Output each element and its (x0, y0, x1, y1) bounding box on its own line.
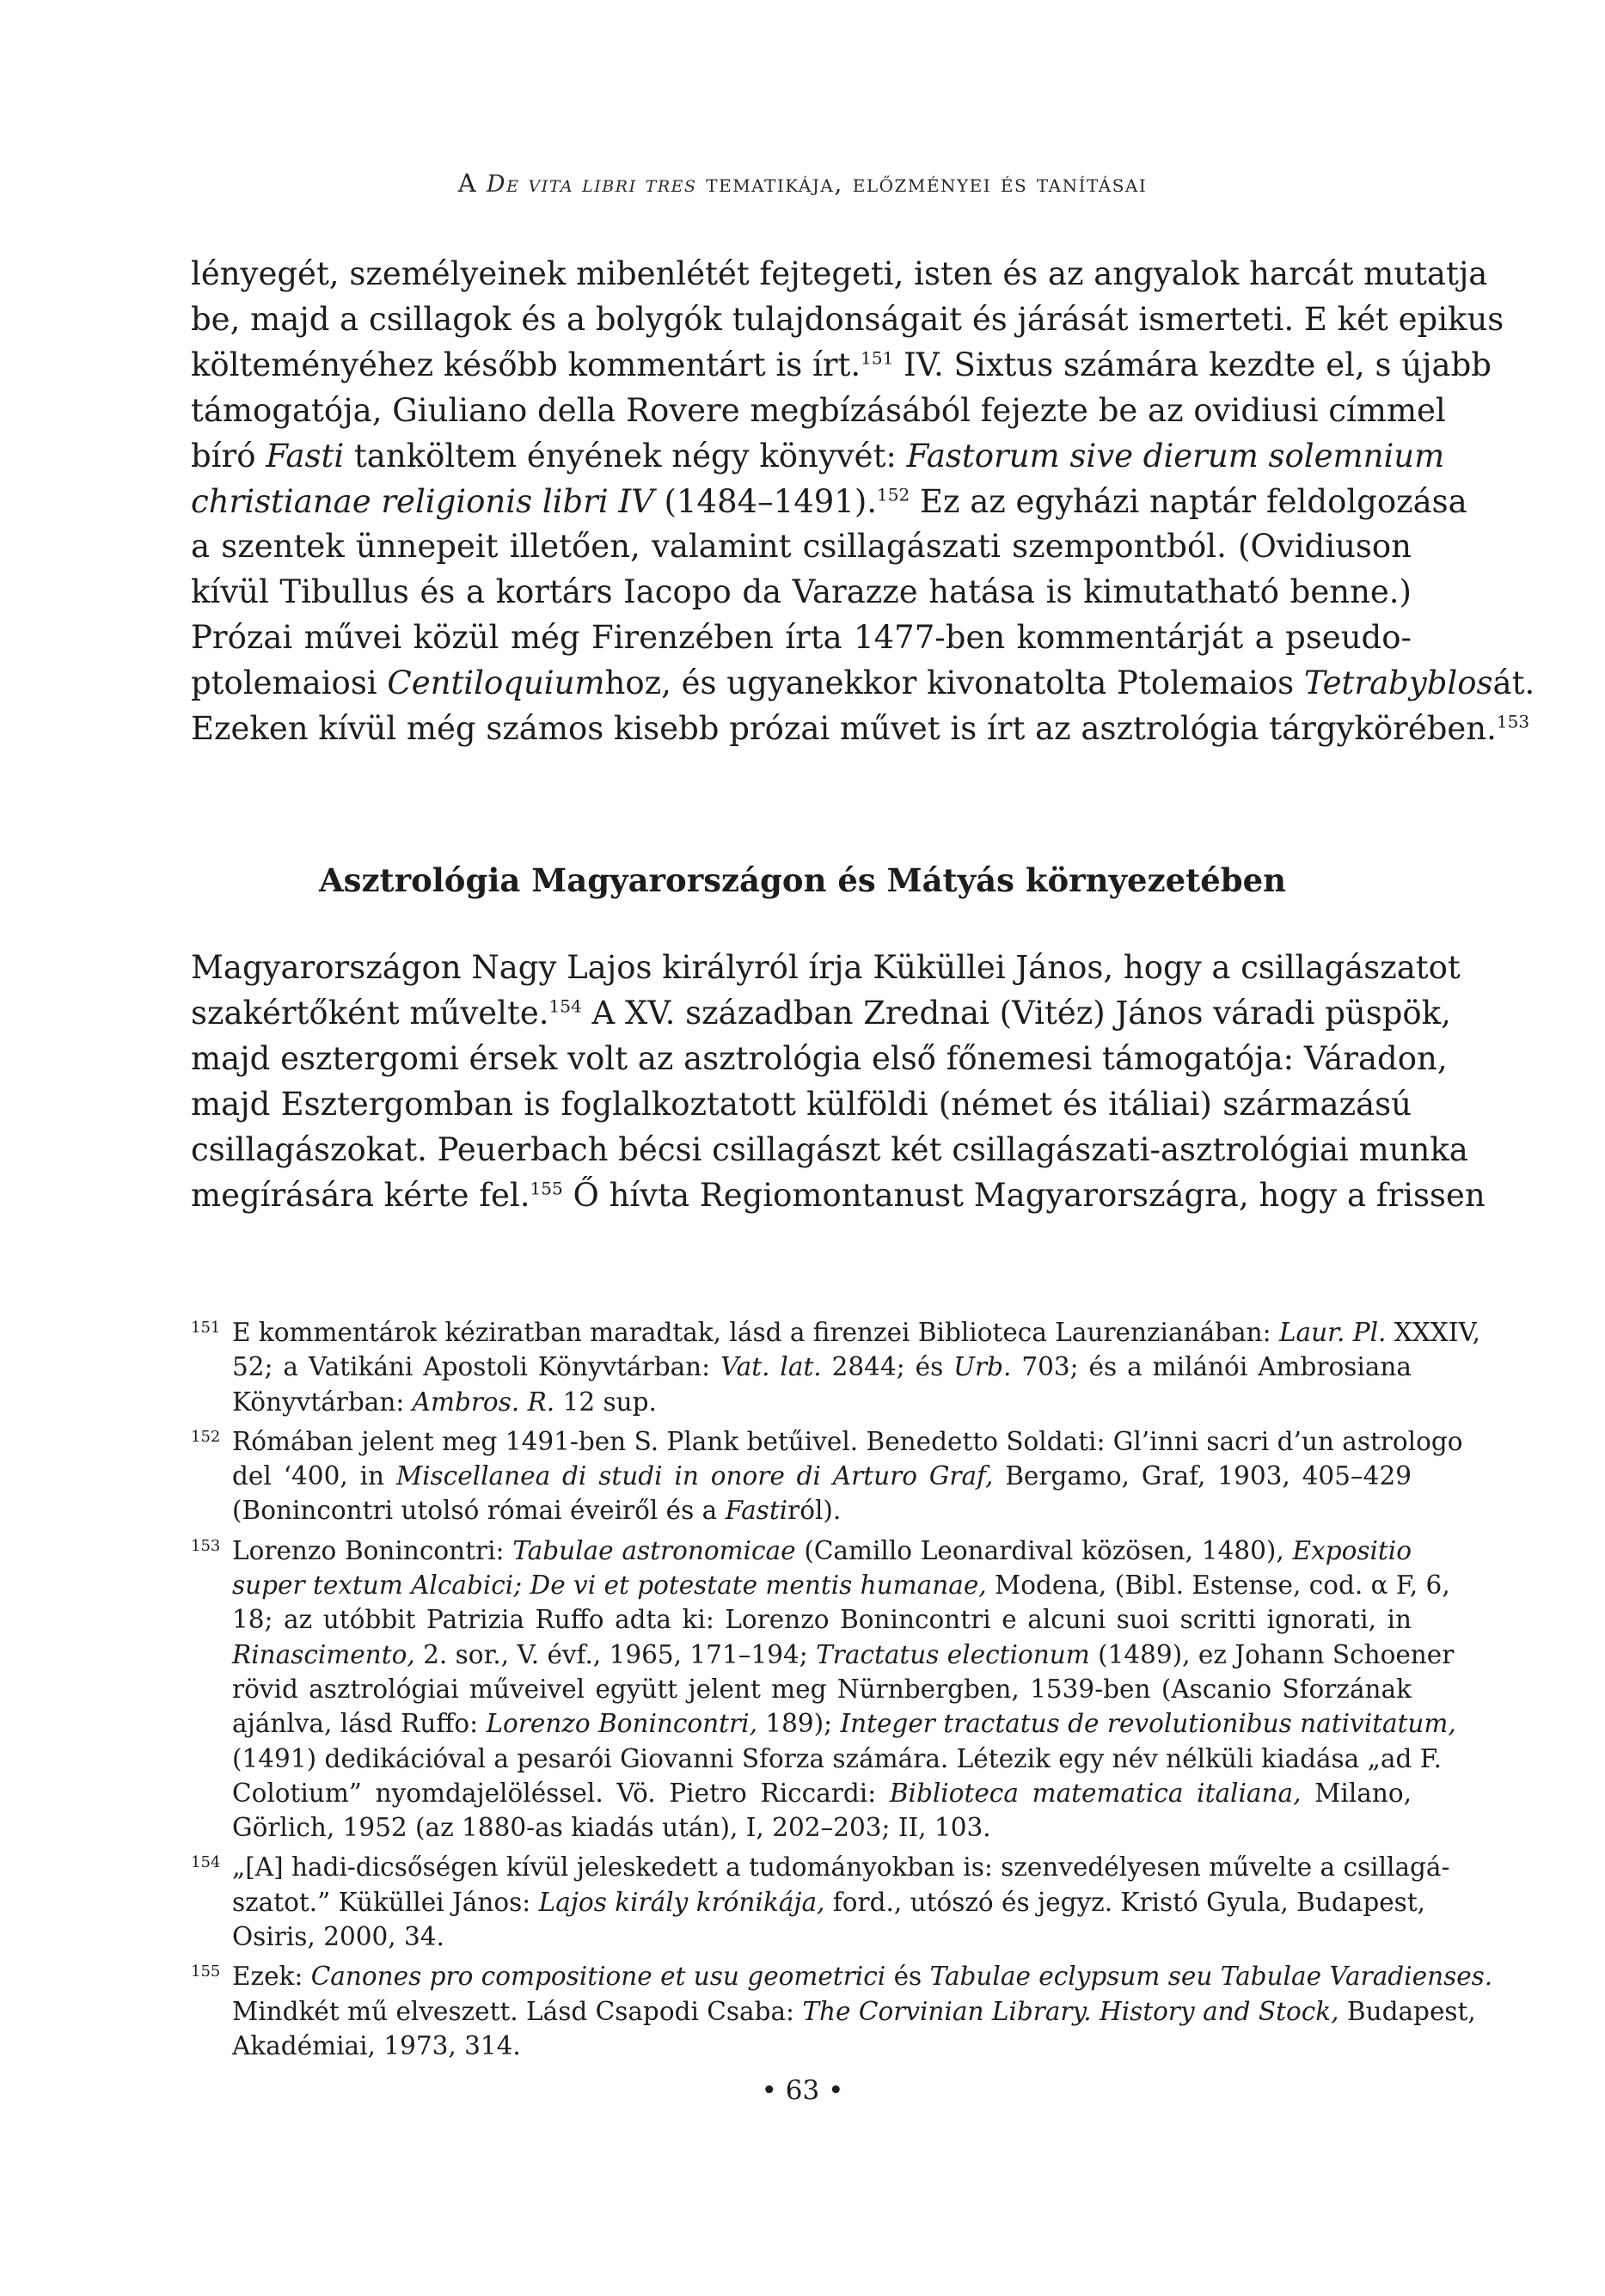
footnote-line: (1491) dedikációval a pesarói Giovanni Sforza számára. Létezik egy név nélküli kiadása „ad F. (232, 1743, 1443, 1773)
text-line: christianae religionis libri IV (1484–1491).$^{152}$ Ez az egyházi naptár feldolgozása (191, 482, 1467, 520)
body-paragraph (191, 946, 1486, 1218)
footnote-line: E kommentárok kéziratban maradtak, lásd a firenzei Biblioteca Laurenzianában: Laur. Pl. XXXIV, (232, 1318, 1480, 1347)
footnote-line: Mindkét mű elveszett. Lásd Csapodi Csaba: The Corvinian Library. History and Stock, Budapest, (232, 1996, 1476, 2026)
running-head-prefix: A (457, 168, 487, 198)
running-head-title: De vita libri tres (486, 171, 697, 198)
footnote-151 (191, 1315, 1480, 1419)
text-line: Prózai művei közül még Firenzében írta 1477-ben kommentárját a pseudo- (191, 619, 1412, 657)
footnote-number: 153 (191, 1536, 221, 1555)
text-line: Ezeken kívül még számos kisebb prózai művet is írt az asztrológia tárgykörében.$^{153}$ (191, 710, 1530, 748)
footnote-line: ajánlva, lásd Ruffo: Lorenzo Bonincontri, 189); Integer tractatus de revolutionibus nativitatum, (232, 1709, 1456, 1739)
footnote-ref[interactable]: 154 (548, 995, 582, 1017)
footnote-number: 154 (191, 1853, 221, 1872)
text-line: ptolemaiosi Centiloquiumhoz, és ugyanekkor kivonatolta Ptolemaios Tetrabyblosát. (191, 664, 1535, 702)
footnote-line: „[A] hadi-dicsőségen kívül jeleskedett a tudományokban is: szenvedélyesen művelte a csillagá- (232, 1852, 1450, 1883)
footnote-number: 155 (191, 1962, 221, 1981)
footnote-line: Lorenzo Bonincontri: Tabulae astronomicae (Camillo Leonardival közösen, 1480), Expositio (232, 1535, 1412, 1565)
text-line: bíró Fasti tanköltem ényének négy könyvét: Fastorum sive dierum solemnium (191, 437, 1445, 475)
text-line: majd esztergomi érsek volt az asztrológia első főnemesi támogatója: Váradon, (191, 1039, 1448, 1077)
footnote-153 (191, 1534, 1456, 1846)
footnote-line: (Bonincontri utolsó római éveiről és a Fastiról). (232, 1496, 842, 1526)
footnote-line: 52; a Vatikáni Apostoli Könyvtárban: Vat. lat. 2844; és Urb. 703; és a milánói Ambrosiana (232, 1352, 1412, 1382)
footnote-line: del ‘400, in Miscellanea di studi in onore di Arturo Graf, Bergamo, Graf, 1903, 405–429 (232, 1461, 1412, 1491)
footnote-line: Ezek: Canones pro compositione et usu geometrici és Tabulae eclypsum seu Tabulae Varadienses. (232, 1962, 1493, 1992)
text-line: költeményéhez később kommentárt is írt.$^{151}$ IV. Sixtus számára kezdte el, s újabb (191, 346, 1492, 383)
footnote-155 (191, 1959, 1493, 2063)
footnote-ref[interactable]: 151 (861, 347, 894, 369)
running-head-suffix: tematikája, előzményei és tanításai (696, 168, 1148, 198)
footnote-ref[interactable]: 152 (877, 484, 910, 505)
text-line: a szentek ünnepeit illetően, valamint csillagászati szempontból. (Ovidiuson (191, 528, 1412, 566)
running-head (0, 168, 1605, 198)
text-line: majd Esztergomban is foglalkoztatott külföldi (német és itáliai) származású (191, 1085, 1412, 1123)
text-line: kívül Tibullus és a kortárs Iacopo da Varazze hatása is kimutatható benne.) (191, 573, 1412, 611)
footnote-line: Görlich, 1952 (az 1880-as kiadás után), I, 202–203; II, 103. (232, 1813, 991, 1843)
footnote-line: Colotium” nyomdajelöléssel. Vö. Pietro Riccardi: Biblioteca matematica italiana, Milano, (232, 1778, 1412, 1808)
footnote-ref[interactable]: 155 (530, 1178, 563, 1199)
text-line: megírására kérte fel.$^{155}$ Ő hívta Regiomontanust Magyarországra, hogy a frissen (191, 1176, 1486, 1214)
footnote-ref[interactable]: 153 (1496, 711, 1530, 732)
footnote-line: rövid asztrológiai műveivel együtt jelent meg Nürnbergben, 1539-ben (Ascanio Sforzának (232, 1674, 1412, 1704)
page-number: • 63 • (761, 2075, 844, 2106)
section-heading: Asztrológia Magyarországon és Mátyás környezetében (318, 861, 1287, 899)
footnote-152 (191, 1424, 1463, 1528)
footnote-number: 152 (191, 1427, 221, 1446)
text-line: be, majd a csillagok és a bolygók tulajdonságait és járását ismerteti. E két epikus (191, 300, 1504, 338)
footnote-line: Rinascimento, 2. sor., V. évf., 1965, 171–194; Tractatus electionum (1489), ez Johann Schoener (232, 1639, 1455, 1669)
text-line: csillagászokat. Peuerbach bécsi csillagászt két csillagászati-asztrológiai munka (191, 1130, 1468, 1168)
footnote-line: Könyvtárban: Ambros. R. 12 sup. (232, 1387, 657, 1417)
footnote-154 (191, 1850, 1450, 1954)
text-line: támogatója, Giuliano della Rovere megbízásából fejezte be az ovidiusi címmel (191, 391, 1446, 429)
footnote-number: 151 (191, 1319, 221, 1337)
footnote-line: Osiris, 2000, 34. (232, 1922, 444, 1952)
text-line: lényegét, személyeinek mibenlétét fejtegeti, isten és az angyalok harcát mutatja (191, 255, 1488, 292)
footnote-line: Rómában jelent meg 1491-ben S. Plank betűivel. Benedetto Soldati: Gl’inni sacri d’un astrologo (232, 1426, 1463, 1456)
footnote-line: 18; az utóbbit Patrizia Ruffo adta ki: Lorenzo Bonincontri e alcuni suoi scritti ignorati, in (232, 1605, 1412, 1635)
footnotes (191, 1315, 1493, 2068)
footnote-line: super textum Alcabici; De vi et potestate mentis humanae, Modena, (Bibl. Estense, cod. α F, 6, (232, 1570, 1450, 1601)
footnote-line: Akadémiai, 1973, 314. (232, 2030, 521, 2060)
body-paragraph (191, 252, 1535, 752)
text-line: Magyarországon Nagy Lajos királyról írja Küküllei János, hogy a csillagászatot (191, 949, 1461, 986)
footnote-line: szatot.” Küküllei János: Lajos király krónikája, ford., utószó és jegyz. Kristó Gyula, Budapest, (232, 1887, 1426, 1917)
text-line: szakértőként művelte.$^{154}$ A XV. században Zrednai (Vitéz) János váradi püspök, (191, 994, 1451, 1032)
